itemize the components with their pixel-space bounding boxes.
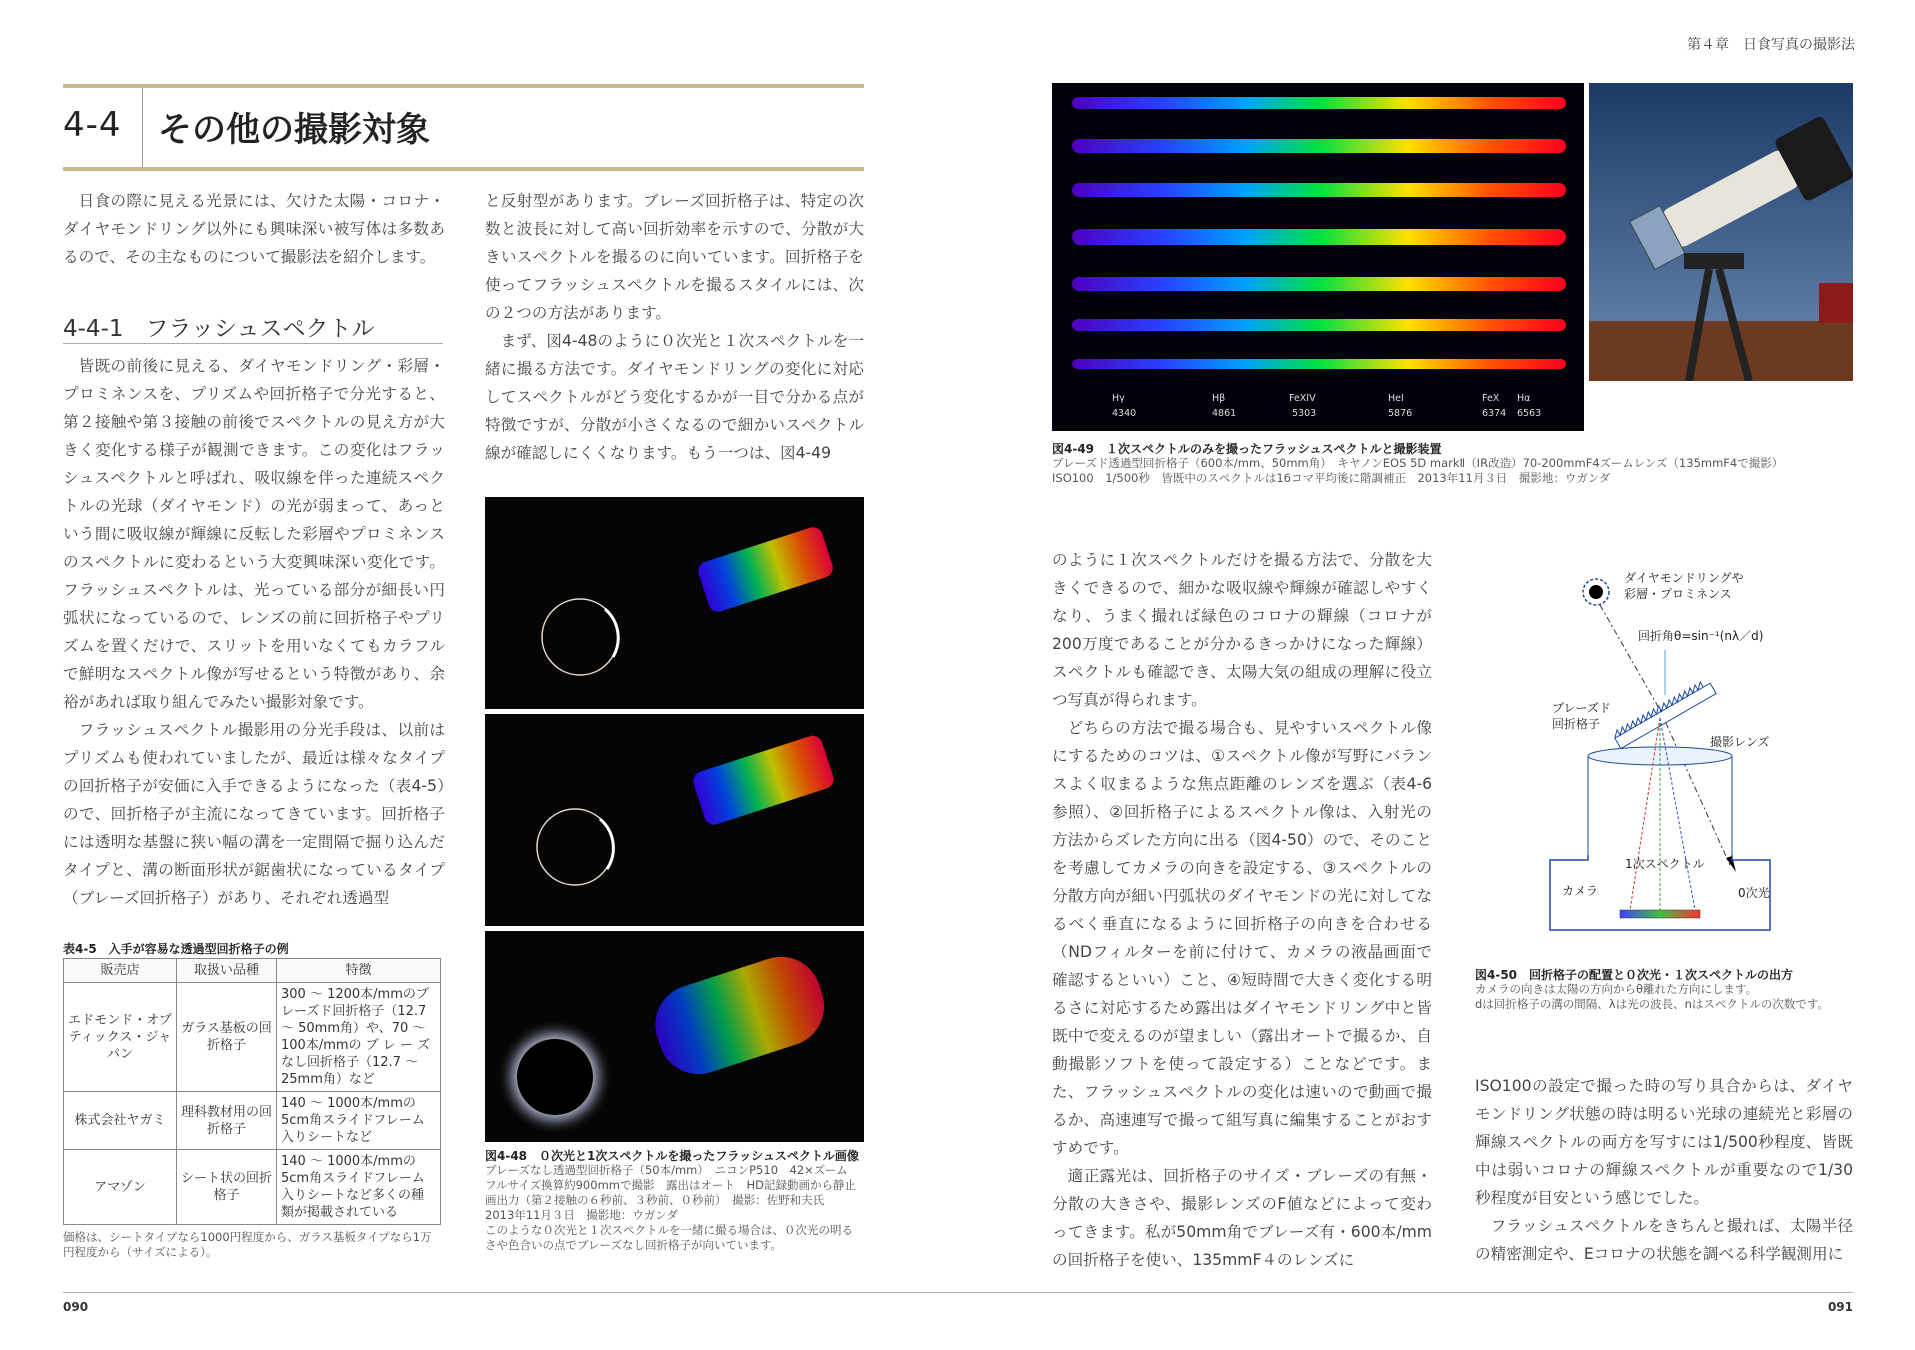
body-column-3 — [1052, 546, 1432, 1274]
fig-4-49-caption-line: ISO100 1/500秒 皆既中のスペクトルは16コマ平均後に階調補正 2013年11月３日 撮影地：ウガンダ — [1052, 471, 1611, 485]
table-note: 価格は、シートタイプなら1000円程度から、ガラス基板タイプなら1万円程度から（サイズによる）。 — [63, 1230, 432, 1259]
fig-4-48-title: 図4-48 ０次光と1次スペクトルを撮ったフラッシュスペクトル画像 — [485, 1149, 859, 1163]
spectrum-row — [1072, 183, 1566, 197]
page-number-left: 090 — [63, 1300, 89, 1314]
line-label-name: HeⅠ — [1388, 393, 1404, 404]
subsection-title: フラッシュスペクトル — [145, 316, 375, 342]
page-number-right: 091 — [1827, 1300, 1853, 1314]
table-row — [64, 1150, 441, 1225]
section-number: 4-4 — [63, 105, 122, 145]
body-column-1 — [63, 352, 445, 912]
line-label-wl: 5876 — [1388, 408, 1413, 419]
fig-4-49-caption — [1052, 456, 1853, 486]
section-rule-top — [63, 84, 864, 88]
grating-table — [63, 958, 441, 1225]
running-head: 第４章 日食写真の撮影法 — [1687, 37, 1855, 53]
body-column-4 — [1475, 1072, 1853, 1268]
fig-4-50-caption — [1475, 982, 1853, 1012]
line-label-name: FeX — [1482, 393, 1500, 404]
col4-paragraph-1: ISO100の設定で撮った時の写り具合からは、ダイヤモンドリング状態の時は明るい光球の連続光と彩層の輝線スペクトルの両方を写すには1/500秒程度、皆既中は弱いコロナの輝線スペクトルが重要なので1/30秒程度が目安という感じでした。 — [1475, 1077, 1853, 1207]
spectrum-strips — [1052, 83, 1584, 431]
line-label-name: Hγ — [1112, 393, 1125, 404]
fig-4-50-title: 図4-50 回折格子の配置と０次光・１次スペクトルの出方 — [1475, 968, 1794, 982]
section-title: その他の撮影対象 — [158, 110, 430, 150]
line-label-wl: 4861 — [1212, 408, 1237, 419]
spectrum-row — [1072, 277, 1566, 291]
figure-4-50 — [1470, 560, 1850, 960]
table-cell: アマゾン — [64, 1150, 177, 1225]
spectrum-row — [1072, 319, 1566, 331]
fig-4-49-title: 図4-49 １次スペクトルのみを撮ったフラッシュスペクトルと撮影装置 — [1052, 442, 1442, 456]
col1-paragraph-2: フラッシュスペクトル撮影用の分光手段は、以前はプリズムも使われていましたが、最近は様々なタイプの回折格子が安価に入手できるようになった（表4-5）ので、回折格子が主流になってきています。回折格子には透明な基盤に狭い幅の溝を一定間隔で掘り込んだタイプと、溝の断面形状が鋸歯状になっているタイプ（ブレーズ回折格子）があり、それぞれ透過型 — [63, 721, 445, 907]
figure-4-48 — [485, 497, 864, 1142]
col3-paragraph-3: 適正露光は、回折格子のサイズ・ブレーズの有無・分散の大きさや、撮影レンズのF値などによって変わってきます。私が50mm角でブレーズ有・600本/mmの回折格子を使い、135mmF４のレンズに — [1052, 1167, 1432, 1269]
table-cell: 300 ～ 1200本/mmのブレーズド回折格子（12.7 ～ 50mm角）や、70 ～ 100本/mmの ブ レ ー ズ なし回折格子（12.7 ～ 25mm角）など — [277, 983, 441, 1092]
fig-4-50-caption-line: カメラの向きは太陽の方向からθ離れた方向にします。 — [1475, 982, 1758, 996]
spectrum-row — [1072, 97, 1566, 109]
cloth — [1819, 283, 1853, 323]
subsection-rule — [63, 343, 443, 344]
spectrum-row — [1072, 359, 1566, 369]
spectrum-row — [1072, 139, 1566, 153]
arrow-icon — [1726, 856, 1736, 872]
subsection-heading — [63, 310, 375, 343]
table-cell: シート状の回折格子 — [177, 1150, 277, 1225]
diagram-label-angle: 回折角θ=sin⁻¹(nλ／d) — [1638, 629, 1764, 643]
diagram-label-source: ダイヤモンドリングや — [1624, 571, 1744, 585]
camera-photo — [1589, 83, 1853, 381]
table-header: 販売店 — [64, 959, 177, 983]
sensor — [1620, 910, 1700, 918]
diagram-label-lens: 撮影レンズ — [1710, 735, 1770, 749]
diagram-label-grating: 回折格子 — [1552, 717, 1601, 731]
col2-paragraph-1: と反射型があります。ブレーズ回折格子は、特定の次数と波長に対して高い回折効率を示すので、分散が大きいスペクトルを撮るのに向いています。回折格子を使ってフラッシュスペクトルを撮るスタイルには、次の２つの方法があります。 — [485, 192, 864, 322]
table-header: 取扱い品種 — [177, 959, 277, 983]
fig-4-48-caption-line: ブレーズなし透過型回折格子（50本/mm） ニコンP510 42×ズーム フルサイズ換算約900mmで撮影 露出はオート HD記録動画から静止画出力（第２接触の６秒前、３秒前、０秒前） 撮影：佐野和夫氏 2013年11月３日 撮影地：ウガンダ — [485, 1163, 860, 1222]
line-label-wl: 5303 — [1292, 408, 1317, 419]
figure-4-49-spectrum — [1052, 83, 1584, 431]
table-cell: エドモンド・オプティックス・ジャパン — [64, 983, 177, 1092]
diagram-label-camera: カメラ — [1562, 884, 1599, 898]
col3-paragraph-2: どちらの方法で撮る場合も、見やすいスペクトル像にするためのコツは、①スペクトル像が写野にバランスよく収まるような焦点距離のレンズを選ぶ（表4-6参照）、②回折格子によるスペクトル像は、入射光の方法からズレた方向に出る（図4-50）ので、そのことを考慮してカメラの向きを設定する、③スペクトルの分散方向が細い円弧状のダイヤモンドの光に対してなるべく垂直になるように回折格子の向きを合わせる（NDフィルターを前に付けて、カメラの液晶画面で確認するといい）こと、④短時間で大きく変化する明るさに対応するため露出はダイヤモンドリング中と皆既中で変えるのが望ましい（露出オートで撮るか、自動撮影ソフトを使って設定する）ことなどです。また、フラッシュスペクトルの変化は速いので動画で撮るか、高速連写で撮って組写真に編集することがおすすめです。 — [1052, 719, 1432, 1157]
diagram-label-grating: ブレーズド — [1552, 701, 1611, 715]
fig-4-48-caption — [485, 1163, 864, 1253]
footer-rule — [63, 1292, 1853, 1293]
line-label-wl: 6563 — [1517, 408, 1542, 419]
table-header: 特徴 — [277, 959, 441, 983]
intro-text: 日食の際に見える光景には、欠けた太陽・コロナ・ダイヤモンドリング以外にも興味深い被写体は多数あるので、その主なものについて撮影法を紹介します。 — [63, 192, 445, 266]
line-label-name: Hβ — [1212, 393, 1226, 404]
fig-4-49-caption-line: ブレーズド透過型回折格子（600本/mm、50mm角） キヤノンEOS 5D markⅡ（IR改造）70-200mmF4ズームレンズ（135mmF4で撮影） — [1052, 456, 1784, 470]
diagram-label-source: 彩層・プロミネンス — [1624, 587, 1732, 601]
col4-paragraph-2: フラッシュスペクトルをきちんと撮れば、太陽半径の精密測定や、Eコロナの状態を調べる科学観測用に — [1475, 1217, 1853, 1263]
incident-ray — [1600, 605, 1660, 710]
flash-spectrum-photos — [485, 497, 864, 1142]
line-label-name: Hα — [1517, 393, 1531, 404]
moon-disk — [517, 1039, 593, 1115]
line-label-wl: 6374 — [1482, 408, 1507, 419]
spectrum-row — [1072, 229, 1566, 245]
table-header-row — [64, 959, 441, 983]
ground — [1589, 321, 1853, 381]
col1-paragraph-1: 皆既の前後に見える、ダイヤモンドリング・彩層・プロミネンスを、プリズムや回折格子で分光すると、第２接触や第３接触の前後でスペクトルの見え方が大きく変化する様子が観測できます。この変化はフラッシュスペクトルと呼ばれ、吸収線を伴った連続スペクトルの光球（ダイヤモンド）の光が弱まって、あっという間に吸収線が輝線に反転した彩層やプロミネンスのスペクトルに変わるという大変興味深い変化です。フラッシュスペクトルは、光っている部分が細長い円弧状になっているので、レンズの前に回折格子やプリズムを置くだけで、スリットを用いなくてもカラフルで鮮明なスペクトル像が写せるという特徴があり、余裕があれば取り組んでみたい撮影対象です。 — [63, 357, 445, 711]
table-row — [64, 1092, 441, 1150]
col2-paragraph-2: まず、図4-48のように０次光と１次スペクトルを一緒に撮る方法です。ダイヤモンドリングの変化に対応してスペクトルがどう変化するかが一目で分かる点が特徴ですが、分散が小さくなるので細かいスペクトル線が確認しにくくなります。もう一つは、図4-49 — [485, 332, 864, 462]
table-title: 表4-5 入手が容易な透過型回折格子の例 — [63, 942, 289, 956]
diagram-label-first-order: 1次スペクトル — [1625, 857, 1705, 871]
table-cell: 140 ～ 1000本/mmの5cm角スライドフレーム入りシートなど多くの種類が掲載されている — [277, 1150, 441, 1225]
table-cell: 株式会社ヤガミ — [64, 1092, 177, 1150]
intro-paragraph — [63, 187, 445, 271]
diagram-label-zero-order: 0次光 — [1738, 886, 1770, 900]
body-column-2 — [485, 187, 864, 467]
camera-rig-illustration — [1589, 83, 1853, 381]
line-label-name: FeXIV — [1289, 393, 1316, 404]
subsection-number: 4-4-1 — [63, 316, 124, 342]
zero-order-ray — [1660, 710, 1730, 865]
fig-4-50-caption-line: dは回折格子の溝の間隔、λは光の波長、nはスペクトルの次数です。 — [1475, 997, 1829, 1011]
col3-paragraph-1: のように１次スペクトルだけを撮る方法で、分散を大きくできるので、細かな吸収線や輝線が確認しやすくなり、うまく撮れば緑色のコロナの輝線（コロナが200万度であることが分かるきっかけになった輝線）スペクトルも確認でき、太陽大気の組成の理解に役立つ写真が得られます。 — [1052, 551, 1432, 709]
fig-4-48-caption-line: このような０次光と１次スペクトルを一緒に撮る場合は、０次光の明るさや色合いの点でブレーズなし回折格子が向いています。 — [485, 1223, 853, 1252]
table-row — [64, 983, 441, 1092]
table-cell: ガラス基板の回折格子 — [177, 983, 277, 1092]
grating-diagram — [1470, 560, 1850, 960]
line-label-wl: 4340 — [1112, 408, 1137, 419]
table-cell: 理科教材用の回折格子 — [177, 1092, 277, 1150]
sun-icon — [1589, 585, 1603, 599]
table-cell: 140 ～ 1000本/mmの5cm角スライドフレーム入りシートなど — [277, 1092, 441, 1150]
section-rule-bottom — [63, 167, 864, 171]
section-divider — [142, 88, 143, 168]
